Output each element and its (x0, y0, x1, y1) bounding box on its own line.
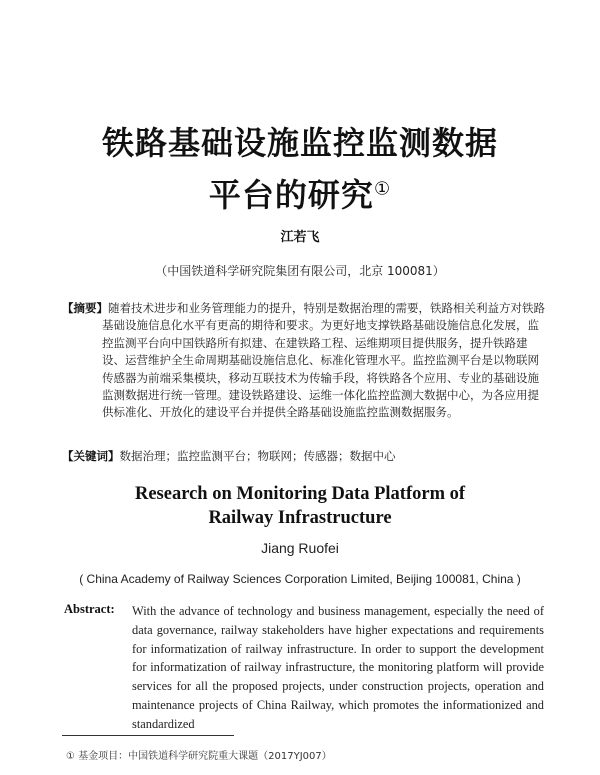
english-abstract-text: With the advance of technology and business management, especially the need of data governance, railway stakeholders have higher expectations and requirements for informatization of railway infrastructure. In order to support the development for informatization of railway infrastructure, the monitoring platform will provide services for all the proposed projects, under construction projects, operation and maintenance projects of China Railway, which promotes the informationized and standardized (132, 604, 544, 731)
footnote-divider (62, 735, 234, 736)
title-footnote-mark: ① (373, 178, 392, 200)
english-abstract-label: Abstract: (64, 602, 115, 616)
chinese-abstract-label: 【摘要】 (62, 301, 108, 315)
english-title-line-1: Research on Monitoring Data Platform of (134, 484, 466, 504)
chinese-keywords (62, 448, 548, 464)
english-title-line-2: Railway Infrastructure (208, 508, 392, 528)
chinese-title-line-2 (0, 170, 600, 216)
chinese-abstract-text: 随着技术进步和业务管理能力的提升，特别是数据治理的需要，铁路相关利益方对铁路基础设施信息化水平有更高的期待和要求。为更好地支撑铁路基础设施信息化发展，监控监测平台向中国铁路所有拟建、在建铁路工程、运维期项目提供服务，提升铁路建设、运营维护全生命周期基础设施信息化、标准化管理水平。监控监测平台是以物联网传感器为前端采集模块，移动互联技术为传输手段，将铁路各个应用、专业的基础设施监测数据进行统一管理。建设铁路建设、运维一体化监控监测大数据中心，为各应用提供标准化、开放化的建设平台并提供全路基础设施监控监测数据服务。 (102, 301, 545, 420)
chinese-keywords-label: 【关键词】 (62, 449, 120, 463)
chinese-abstract-paragraph (62, 300, 548, 422)
chinese-keywords-text: 数据治理；监控监测平台；物联网；传感器；数据中心 (119, 449, 396, 463)
english-author: Jiang Ruofei (261, 540, 339, 556)
footnote: ① 基金项目：中国铁道科学研究院重大课题（2017YJ007） (66, 751, 332, 762)
chinese-title-line-2-text: 平台的研究 (208, 176, 374, 214)
chinese-affiliation: （中国铁道科学研究院集团有限公司，北京 100081） (155, 264, 445, 278)
english-affiliation: ( China Academy of Railway Sciences Corporation Limited, Beijing 100081, China ) (79, 572, 521, 586)
chinese-author: 江若飞 (280, 230, 320, 245)
chinese-title-line-1: 铁路基础设施监控监测数据 (101, 124, 498, 162)
chinese-abstract (62, 300, 548, 422)
